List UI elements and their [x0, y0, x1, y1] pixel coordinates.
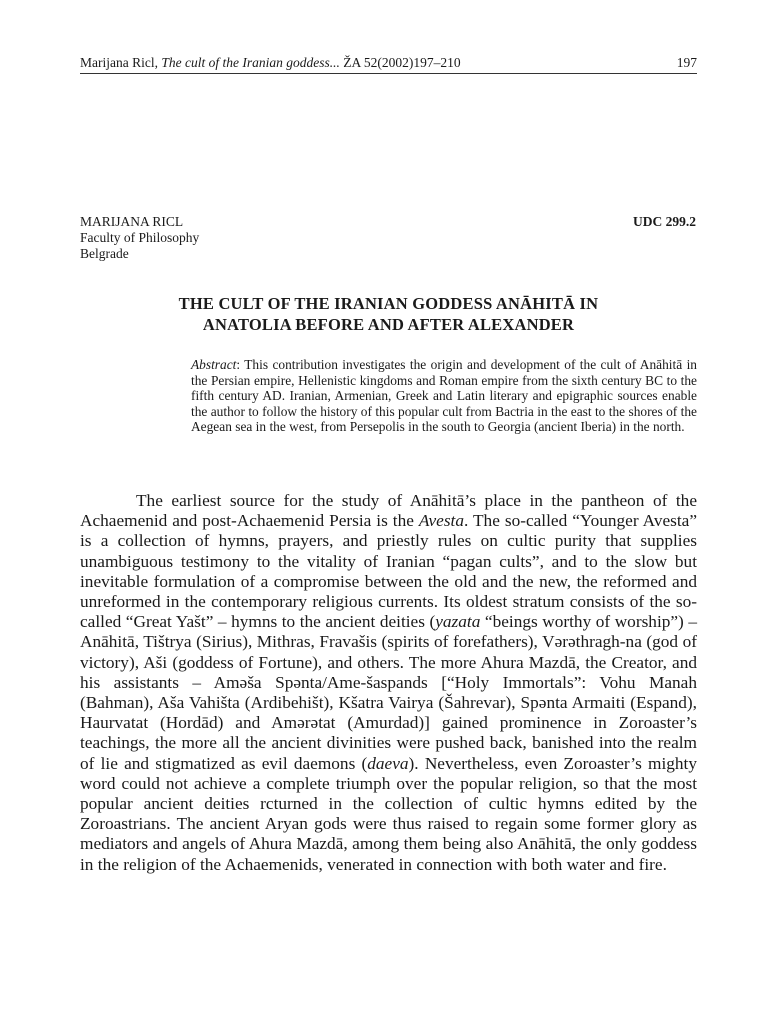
title-line-1: THE CULT OF THE IRANIAN GODDESS ANĀHITĀ IN — [178, 294, 599, 313]
title-line-2: ANATOLIA BEFORE AND AFTER ALEXANDER — [202, 315, 575, 334]
body-text-1: The earliest source for the study of Anāhitā’s place in the pantheon of the Achaemenid and post-Achaemenid Persia is the — [80, 491, 697, 531]
abstract-label: Abstract — [191, 357, 237, 372]
body-avesta: Avesta — [418, 511, 465, 531]
body-yazata: yazata — [435, 612, 481, 632]
running-head-title: The cult of the Iranian goddess... — [161, 55, 340, 70]
header-rule — [80, 73, 697, 74]
abstract-text: : This contribution investigates the origin and development of the cult of Anāhitā in the Persian empire, Hellenistic kingdoms and Roman empire from the sixth century BC to the fifth century AD. Iranian, Armenian, Greek and Latin literary and epigraphic sources enable the author to follow the history of this popular cult from Bactria in the east to the shores of the Aegean sea in the west, from Persepolis in the south to Georgia (ancient Iberia) in the north. — [191, 357, 697, 435]
running-head-journal: ŽA 52(2002)197–210 — [343, 55, 461, 70]
abstract — [191, 357, 697, 435]
body-daeva: daeva — [367, 753, 409, 773]
running-head — [80, 54, 697, 72]
article-title — [80, 293, 697, 335]
body-text-3: “beings worthy of worship”) – Anāhitā, Tištrya (Sirius), Mithras, Fravašis (spirits of forefathers), Vərəthragh-na (god of victory), Aši (goddess of Fortune), and others. The more Ahura Mazdā, the Creator, and his assistants – Aməša Spənta/Ame-šaspands [“Holy Immortals”: Vohu Manah (Bahman), Aša Vahišta (Ardibehišt), Kšatra Vairya (Šahrevar), Spənta Armaiti (Espand), Haurvatat (Hordād) and Amərətat (Amurdad)] gained prominence in Zoroaster’s teachings, the more all the ancient divinities were pushed back, banished into the realm of lie and stigmatized as evil daemons ( — [80, 612, 698, 773]
udc-code: UDC 299.2 — [633, 214, 696, 229]
body-text-2: . The so-called “Younger Avesta” is a collection of hymns, prayers, and priestly rules on cultic purity that supplies unambiguous testimony to the vitality of Iranian “pagan cults”, and to the slow but inevitable formulation of a compromise between the old and the new, the reformed and unreformed in the contemporary religious currents. Its oldest stratum consists of the so-called “Great Yašt” – hymns to the ancient deities ( — [80, 511, 697, 632]
author-faculty: Faculty of Philosophy — [80, 230, 200, 245]
author-affiliation — [80, 214, 199, 262]
author-city: Belgrade — [80, 246, 129, 261]
body-text-4: ). Nevertheless, even Zoroaster’s mighty word could not achieve a complete triumph over the popular religion, so that the most popular ancient deities rcturned in the collection of cultic hymns edited by the Zoroastrians. The ancient Aryan gods were thus raised to regain some former glory as mediators and angels of Ahura Mazdā, among them being also Anāhitā, the only goddess in the religion of the Achaemenids, venerated in connection with both water and fire. — [80, 753, 697, 874]
body-paragraph — [80, 491, 697, 875]
author-name: MARIJANA RICL — [80, 214, 184, 229]
page-number: 197 — [676, 55, 697, 70]
running-head-author: Marijana Ricl, — [80, 55, 158, 70]
